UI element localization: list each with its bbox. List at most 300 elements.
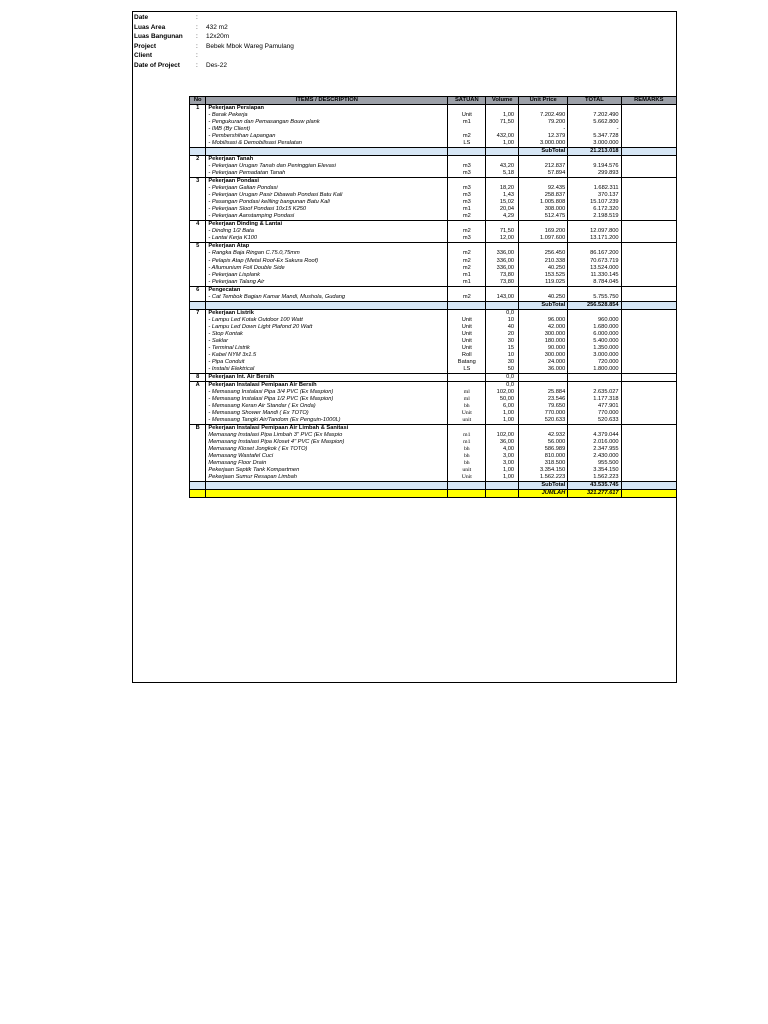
item-unit: bh (448, 453, 486, 460)
item-description: - Pekerjaan Urugan Tanah dan Peninggian Elevasi (206, 163, 448, 170)
item-number (190, 250, 206, 257)
item-unit (448, 126, 486, 133)
item-volume: 30 (486, 359, 519, 366)
item-unit-price: 3.354.150 (519, 467, 568, 474)
table-row (190, 460, 677, 467)
item-number (190, 294, 206, 302)
item-unit (448, 243, 486, 251)
item-unit-price (519, 178, 568, 186)
section-row (190, 243, 677, 251)
item-unit-price (519, 425, 568, 433)
meta-row (134, 23, 294, 33)
remarks-cell (621, 345, 676, 352)
table-row (190, 317, 677, 324)
item-number: A (190, 381, 206, 389)
item-number (190, 206, 206, 213)
meta-row (134, 32, 294, 42)
item-description: - Memasang Keran Air Standar ( Ex Onda) (206, 403, 448, 410)
item-unit (448, 221, 486, 229)
item-unit: bh (448, 460, 486, 467)
table-row (190, 474, 677, 482)
empty-cell (190, 148, 206, 156)
table-row (190, 185, 677, 192)
header-total: TOTAL (568, 97, 621, 105)
item-number (190, 324, 206, 331)
item-number (190, 213, 206, 221)
item-number (190, 474, 206, 482)
remarks-cell (621, 156, 676, 164)
meta-row (134, 51, 294, 61)
item-total: 15.107.239 (568, 199, 621, 206)
item-unit-price: 96.000 (519, 317, 568, 324)
item-number (190, 192, 206, 199)
item-description: - Lampu Led Down Light Plafond 20 Watt (206, 324, 448, 331)
empty-cell (486, 148, 519, 156)
item-unit-price: 12.379 (519, 133, 568, 140)
section-row (190, 309, 677, 317)
item-total: 770.000 (568, 410, 621, 417)
table-row (190, 112, 677, 119)
remarks-cell (621, 482, 676, 490)
item-total: 5.662.800 (568, 119, 621, 126)
header-description: ITEMS / DESCRIPTION (206, 97, 448, 105)
table-row (190, 140, 677, 148)
meta-colon: : (196, 23, 198, 31)
item-description: - Saklar (206, 338, 448, 345)
item-number (190, 265, 206, 272)
item-unit-price: 79.200 (519, 119, 568, 126)
remarks-cell (621, 250, 676, 257)
item-volume: 1,00 (486, 474, 519, 482)
item-unit: unit (448, 467, 486, 474)
item-unit-price: 586.989 (519, 446, 568, 453)
table-row (190, 206, 677, 213)
item-number: 1 (190, 105, 206, 113)
meta-label: Date of Project (134, 61, 180, 69)
item-volume: 336,00 (486, 265, 519, 272)
item-total: 2.347.955 (568, 446, 621, 453)
table-row (190, 258, 677, 265)
item-description: - Memasang Instalasi Pipa 3/4 PVC (Ex Maspion) (206, 389, 448, 396)
item-total: 1.177.318 (568, 396, 621, 403)
table-row (190, 324, 677, 331)
remarks-cell (621, 272, 676, 279)
item-number (190, 235, 206, 243)
item-description: - Barak Pekerja (206, 112, 448, 119)
item-total: 6.172.320 (568, 206, 621, 213)
grand-total-row (190, 490, 677, 498)
item-unit (448, 286, 486, 294)
item-number (190, 366, 206, 374)
table-row (190, 453, 677, 460)
remarks-cell (621, 221, 676, 229)
table-row (190, 467, 677, 474)
item-total: 6.000.000 (568, 331, 621, 338)
item-description: - Mobilisasi & Demobilisasi Peralatan (206, 140, 448, 148)
item-volume: 0,0 (486, 373, 519, 381)
remarks-cell (621, 301, 676, 309)
item-volume: 15 (486, 345, 519, 352)
item-description: Pekerjaan Dinding & Lantai (206, 221, 448, 229)
remarks-cell (621, 474, 676, 482)
remarks-cell (621, 396, 676, 403)
remarks-cell (621, 235, 676, 243)
remarks-cell (621, 126, 676, 133)
meta-row (134, 13, 294, 23)
item-description: - Lampu Led Kotak Outdoor 100 Watt (206, 317, 448, 324)
item-unit-price (519, 286, 568, 294)
item-number (190, 467, 206, 474)
section-row (190, 373, 677, 381)
item-volume: 4,29 (486, 213, 519, 221)
item-volume: 18,20 (486, 185, 519, 192)
item-description: Memasang Instalasi Pipa Kloset 4" PVC (Ex Maspion) (206, 439, 448, 446)
item-unit-price: 3.000.000 (519, 140, 568, 148)
item-total: - (568, 126, 621, 133)
item-total (568, 373, 621, 381)
remarks-cell (621, 119, 676, 126)
empty-cell (448, 490, 486, 498)
meta-label: Client (134, 52, 153, 60)
item-unit-price: 92.435 (519, 185, 568, 192)
item-description: Pekerjaan Instalasi Pemipaan Air Bersih (206, 381, 448, 389)
item-total (568, 105, 621, 113)
item-volume: 1,43 (486, 192, 519, 199)
meta-value: 12x20m (206, 33, 230, 41)
item-number (190, 272, 206, 279)
item-volume: 73,80 (486, 279, 519, 287)
item-unit-price: 770.000 (519, 410, 568, 417)
remarks-cell (621, 432, 676, 439)
item-number (190, 338, 206, 345)
item-unit: m1 (448, 272, 486, 279)
item-volume (486, 178, 519, 186)
item-unit: unit (448, 417, 486, 425)
item-unit: ml (448, 389, 486, 396)
item-volume: 30 (486, 338, 519, 345)
empty-cell (206, 148, 448, 156)
table-row (190, 338, 677, 345)
item-total: 5.347.728 (568, 133, 621, 140)
item-volume: 10 (486, 352, 519, 359)
item-unit-price: 24.000 (519, 359, 568, 366)
remarks-cell (621, 338, 676, 345)
item-number: 3 (190, 178, 206, 186)
remarks-cell (621, 265, 676, 272)
item-description: - Rangka Baja Ringan C.75.0,75mm (206, 250, 448, 257)
item-unit-price: 42.000 (519, 324, 568, 331)
empty-cell (206, 482, 448, 490)
item-number (190, 432, 206, 439)
item-description: - Pipa Conduit (206, 359, 448, 366)
item-unit (448, 156, 486, 164)
item-total: 13.524.000 (568, 265, 621, 272)
item-total (568, 221, 621, 229)
item-number (190, 352, 206, 359)
empty-cell (206, 490, 448, 498)
item-volume: 71,50 (486, 119, 519, 126)
item-total (568, 425, 621, 433)
item-total: 11.330.145 (568, 272, 621, 279)
subtotal-amount: 256.528.854 (568, 301, 621, 309)
item-unit-price: 90.000 (519, 345, 568, 352)
section-row (190, 381, 677, 389)
item-unit: LS (448, 140, 486, 148)
empty-cell (448, 148, 486, 156)
item-volume (486, 126, 519, 133)
item-number: 8 (190, 373, 206, 381)
item-unit-price: 36.000 (519, 366, 568, 374)
item-volume (486, 221, 519, 229)
item-unit: m3 (448, 199, 486, 206)
item-description: - Memasang Shower Mandi ( Ex TOTO) (206, 410, 448, 417)
meta-colon: : (196, 61, 198, 69)
item-total (568, 381, 621, 389)
item-number (190, 417, 206, 425)
item-volume: 102,00 (486, 432, 519, 439)
empty-cell (486, 490, 519, 498)
remarks-cell (621, 228, 676, 235)
item-total: 477.901 (568, 403, 621, 410)
item-unit-price (519, 381, 568, 389)
remarks-cell (621, 206, 676, 213)
item-total (568, 286, 621, 294)
remarks-cell (621, 331, 676, 338)
remarks-cell (621, 446, 676, 453)
item-number (190, 199, 206, 206)
item-description: - Pengukuran dan Pemasangan Bouw plank (206, 119, 448, 126)
item-volume: 10 (486, 317, 519, 324)
item-unit-price (519, 105, 568, 113)
remarks-cell (621, 163, 676, 170)
item-volume: 3,00 (486, 453, 519, 460)
table-row (190, 345, 677, 352)
remarks-cell (621, 294, 676, 302)
table-row (190, 417, 677, 425)
item-unit-price: 1.005.808 (519, 199, 568, 206)
item-unit: LS (448, 366, 486, 374)
item-description: - IMB (By Client) (206, 126, 448, 133)
item-volume: 36,00 (486, 439, 519, 446)
item-description: - Pasangan Pondasi keliling bangunan Batu Kali (206, 199, 448, 206)
item-number: 5 (190, 243, 206, 251)
remarks-cell (621, 199, 676, 206)
item-total: 2.016.000 (568, 439, 621, 446)
item-total: 1.680.000 (568, 324, 621, 331)
item-description: Pekerjaan Pondasi (206, 178, 448, 186)
item-volume: 4,00 (486, 446, 519, 453)
remarks-cell (621, 439, 676, 446)
item-unit: m1 (448, 432, 486, 439)
table-row (190, 396, 677, 403)
item-volume: 5,18 (486, 170, 519, 178)
item-description: - Pekerjaan Lisplank (206, 272, 448, 279)
item-description: - Stop Kontak (206, 331, 448, 338)
item-description: Pengecatan (206, 286, 448, 294)
item-total: 3.000.000 (568, 140, 621, 148)
remarks-cell (621, 243, 676, 251)
item-unit: m2 (448, 294, 486, 302)
item-volume (486, 425, 519, 433)
meta-label: Luas Area (134, 23, 166, 31)
item-volume: 50,00 (486, 396, 519, 403)
item-unit: m1 (448, 206, 486, 213)
empty-cell (448, 301, 486, 309)
header-unit-price: Unit Price (519, 97, 568, 105)
item-volume: 50 (486, 366, 519, 374)
item-unit-price (519, 156, 568, 164)
item-number (190, 119, 206, 126)
item-total: 960.000 (568, 317, 621, 324)
header-no: No (190, 97, 206, 105)
item-total: 299.893 (568, 170, 621, 178)
item-unit-price: 119.025 (519, 279, 568, 287)
subtotal-row (190, 482, 677, 490)
item-volume: 336,00 (486, 258, 519, 265)
remarks-cell (621, 410, 676, 417)
item-description: - Memasang Tangki Air/Tandom (Ex Penguin-1000L) (206, 417, 448, 425)
item-volume: 3,00 (486, 460, 519, 467)
item-total (568, 309, 621, 317)
item-unit (448, 425, 486, 433)
item-unit-price: 520.633 (519, 417, 568, 425)
subtotal-amount: 21.213.018 (568, 148, 621, 156)
item-volume: 6,00 (486, 403, 519, 410)
item-volume: 20 (486, 331, 519, 338)
table-row (190, 432, 677, 439)
item-number (190, 163, 206, 170)
item-volume (486, 156, 519, 164)
item-number (190, 345, 206, 352)
item-unit (448, 105, 486, 113)
item-unit: m3 (448, 163, 486, 170)
item-volume (486, 286, 519, 294)
item-unit: m2 (448, 258, 486, 265)
item-unit-price: 25.884 (519, 389, 568, 396)
item-description: Pekerjaan Sumur Resapan Limbah (206, 474, 448, 482)
item-volume: 1,00 (486, 410, 519, 417)
remarks-cell (621, 112, 676, 119)
item-total: 520.633 (568, 417, 621, 425)
table-row (190, 119, 677, 126)
remarks-cell (621, 133, 676, 140)
item-unit: Unit (448, 112, 486, 119)
item-unit-price: 258.837 (519, 192, 568, 199)
remarks-cell (621, 170, 676, 178)
table-row (190, 199, 677, 206)
remarks-cell (621, 258, 676, 265)
item-volume: 143,00 (486, 294, 519, 302)
item-total: 7.202.490 (568, 112, 621, 119)
subtotal-label: SubTotal (519, 301, 568, 309)
item-description: - Cat Tembok Bagian Kamar Mandi, Mushola, Gudang (206, 294, 448, 302)
remarks-cell (621, 352, 676, 359)
item-total: 12.097.800 (568, 228, 621, 235)
item-number (190, 112, 206, 119)
item-description: Pekerjaan Septik Tank Kompartmen (206, 467, 448, 474)
item-unit-price: 40.250 (519, 265, 568, 272)
item-volume: 0,0 (486, 381, 519, 389)
item-volume: 1,00 (486, 417, 519, 425)
meta-value: Bebek Mbok Wareg Pamulang (206, 42, 294, 50)
table-row (190, 279, 677, 287)
item-unit-price: 23.546 (519, 396, 568, 403)
item-unit: Unit (448, 474, 486, 482)
item-volume: 102,00 (486, 389, 519, 396)
item-volume: 40 (486, 324, 519, 331)
item-total: 5.400.000 (568, 338, 621, 345)
table-row (190, 446, 677, 453)
item-unit (448, 373, 486, 381)
table-row (190, 192, 677, 199)
table-row (190, 228, 677, 235)
table-row (190, 265, 677, 272)
item-unit: m1 (448, 279, 486, 287)
item-description: Pekerjaan Int. Air Bersih (206, 373, 448, 381)
grand-total-label: JUMLAH (519, 490, 568, 498)
table-row (190, 250, 677, 257)
meta-value: 432 m2 (206, 23, 228, 31)
item-unit-price (519, 309, 568, 317)
item-volume: 1,00 (486, 140, 519, 148)
item-unit: bh (448, 446, 486, 453)
table-row (190, 403, 677, 410)
item-volume: 0,0 (486, 309, 519, 317)
item-unit: m2 (448, 265, 486, 272)
item-number (190, 453, 206, 460)
item-number: B (190, 425, 206, 433)
empty-cell (190, 490, 206, 498)
meta-colon: : (196, 52, 198, 60)
item-unit-price: 1.097.600 (519, 235, 568, 243)
item-unit: m2 (448, 250, 486, 257)
item-description: - Kabel NYM 3x1.5 (206, 352, 448, 359)
remarks-cell (621, 178, 676, 186)
table-row (190, 366, 677, 374)
item-unit-price (519, 243, 568, 251)
remarks-cell (621, 453, 676, 460)
item-unit-price: 40.250 (519, 294, 568, 302)
item-total: 955.500 (568, 460, 621, 467)
item-total: 2.198.519 (568, 213, 621, 221)
item-unit-price: 56.000 (519, 439, 568, 446)
item-description: - Dinding 1/2 Bata (206, 228, 448, 235)
item-description: Pekerjaan Persiapan (206, 105, 448, 113)
item-unit-price: 256.450 (519, 250, 568, 257)
item-total (568, 243, 621, 251)
item-number: 7 (190, 309, 206, 317)
remarks-cell (621, 425, 676, 433)
item-description: - Pekerjaan Pemadatan Tanah (206, 170, 448, 178)
header-unit: SATUAN (448, 97, 486, 105)
item-description: - Allumunium Foil Double Side (206, 265, 448, 272)
meta-row (134, 61, 294, 71)
item-description: - Pekerjaan Aanstamping Pondasi (206, 213, 448, 221)
item-total: 1.562.223 (568, 474, 621, 482)
item-total: 5.755.750 (568, 294, 621, 302)
subtotal-label: SubTotal (519, 482, 568, 490)
item-number (190, 279, 206, 287)
item-description: - Pelapis Atap (Metal Roof-Ex Sakura Roof) (206, 258, 448, 265)
meta-label: Date (134, 14, 149, 21)
item-unit-price: 308.000 (519, 206, 568, 213)
item-unit: m2 (448, 228, 486, 235)
item-description: Pekerjaan Tanah (206, 156, 448, 164)
item-volume: 1,00 (486, 467, 519, 474)
item-unit: m3 (448, 185, 486, 192)
item-unit: m2 (448, 213, 486, 221)
subtotal-row (190, 301, 677, 309)
